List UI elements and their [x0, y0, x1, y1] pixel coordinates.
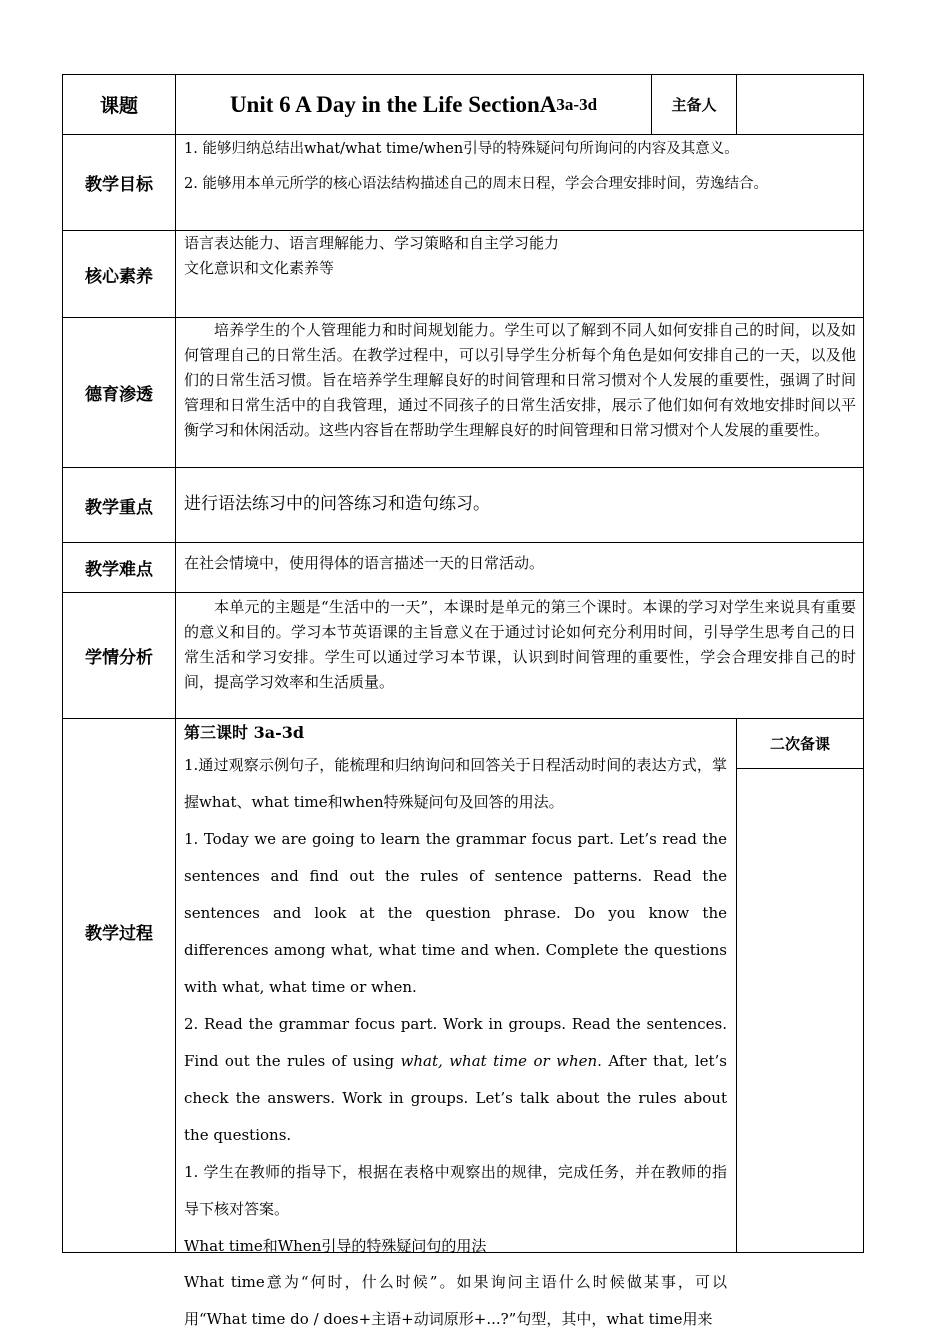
- rule: [736, 768, 864, 769]
- literacy-line-2: 文化意识和文化素养等: [184, 259, 335, 277]
- rule: [175, 74, 176, 1253]
- rule: [62, 134, 864, 135]
- process-text: 2. Read the grammar focus part. Work in groups. Read the sentences. Find out the rules of using: [184, 1015, 727, 1070]
- process-paragraph: [184, 1006, 727, 1154]
- process-label: 教学过程: [85, 923, 153, 944]
- process-paragraph: 1. Today we are going to learn the grammar focus part. Let’s read the sentences and find out the rules of sentence patterns. Read the sentences and look at the question phrase. Do you know the differences among what, what time and when. Complete the questions with what, what time or when.: [184, 830, 727, 996]
- objectives-label: 教学目标: [85, 175, 153, 195]
- process-paragraph: 1.通过观察示例句子，能梳理和归纳询问和回答关于日程活动时间的表达方式，掌握what、what time和when特殊疑问句及回答的用法。: [184, 756, 727, 811]
- key-points-label: 教学重点: [85, 497, 153, 518]
- rule: [736, 74, 737, 135]
- process-paragraph: 1. 学生在教师的指导下，根据在表格中观察出的规律，完成任务，并在教师的指导下核对答案。: [184, 1163, 727, 1218]
- objective-item-1: 1. 能够归纳总结出what/what time/when引导的特殊疑问句所询问的内容及其意义。: [184, 141, 739, 157]
- process-paragraph: What time和When引导的特殊疑问句的用法: [184, 1237, 487, 1255]
- key-points-text: 进行语法练习中的问答练习和造句练习。: [184, 494, 490, 514]
- process-content: [184, 719, 727, 1328]
- difficulties-text: 在社会情境中，使用得体的语言描述一天的日常活动。: [184, 554, 545, 572]
- moral-text: 培养学生的个人管理能力和时间规划能力。学生可以了解到不同人如何安排自己的时间，以及如何管理自己的日常生活。在教学过程中，可以引导学生分析每个角色是如何安排自己的一天，以及他们的日常生活习惯。旨在培养学生理解良好的时间管理和日常习惯对个人发展的重要性，强调了时间管理和日常生活中的自我管理，通过不同孩子的日常生活安排，展示了他们如何有效地安排时间以平衡学习和休闲活动。这些内容旨在帮助学生理解良好的时间管理和日常习惯对个人发展的重要性。: [184, 321, 856, 439]
- subject-label: 课题: [99, 95, 138, 117]
- rule: [863, 74, 864, 1253]
- secondary-prep-label: 二次备课: [769, 735, 830, 753]
- lesson-title-main: Unit 6 A Day in the Life SectionA: [229, 91, 557, 117]
- moral-label: 德育渗透: [85, 385, 153, 405]
- lesson-title: [176, 75, 651, 134]
- process-paragraph: What time意为“何时，什么时候”。如果询问主语什么时候做某事，可以用“What time do / does+主语+动词原形+...?”句型，其中，what time用来: [184, 1273, 727, 1328]
- difficulties-label: 教学难点: [85, 560, 153, 580]
- process-heading: 第三课时 3a-3d: [184, 723, 305, 742]
- rule: [736, 718, 737, 1253]
- literacy-label: 核心素养: [85, 266, 153, 287]
- objective-item-2: 2. 能够用本单元所学的核心语法结构描述自己的周末日程，学会合理安排时间，劳逸结合。: [184, 176, 768, 192]
- process-text-italic: what, what time or when: [400, 1052, 598, 1070]
- analysis-text: 本单元的主题是“生活中的一天”，本课时是单元的第三个课时。本课的学习对学生来说具有重要的意义和目的。学习本节英语课的主旨意义在于通过讨论如何充分利用时间，引导学生思考自己的日常生活和学习安排。学生可以通过学习本节课，认识到时间管理的重要性，学会合理安排自己的时间，提高学习效率和生活质量。: [184, 598, 856, 691]
- literacy-line-1: 语言表达能力、语言理解能力、学习策略和自主学习能力: [184, 234, 560, 252]
- preparer-label: 主备人: [671, 96, 717, 114]
- analysis-label: 学情分析: [85, 648, 153, 668]
- rule: [62, 592, 864, 593]
- rule: [62, 542, 864, 543]
- lesson-title-suffix: 3a-3d: [556, 94, 598, 114]
- process-text: . After that, let’s check the answers. Work in groups. Let’s talk about the rules about the questions.: [184, 1052, 727, 1144]
- rule: [62, 467, 864, 468]
